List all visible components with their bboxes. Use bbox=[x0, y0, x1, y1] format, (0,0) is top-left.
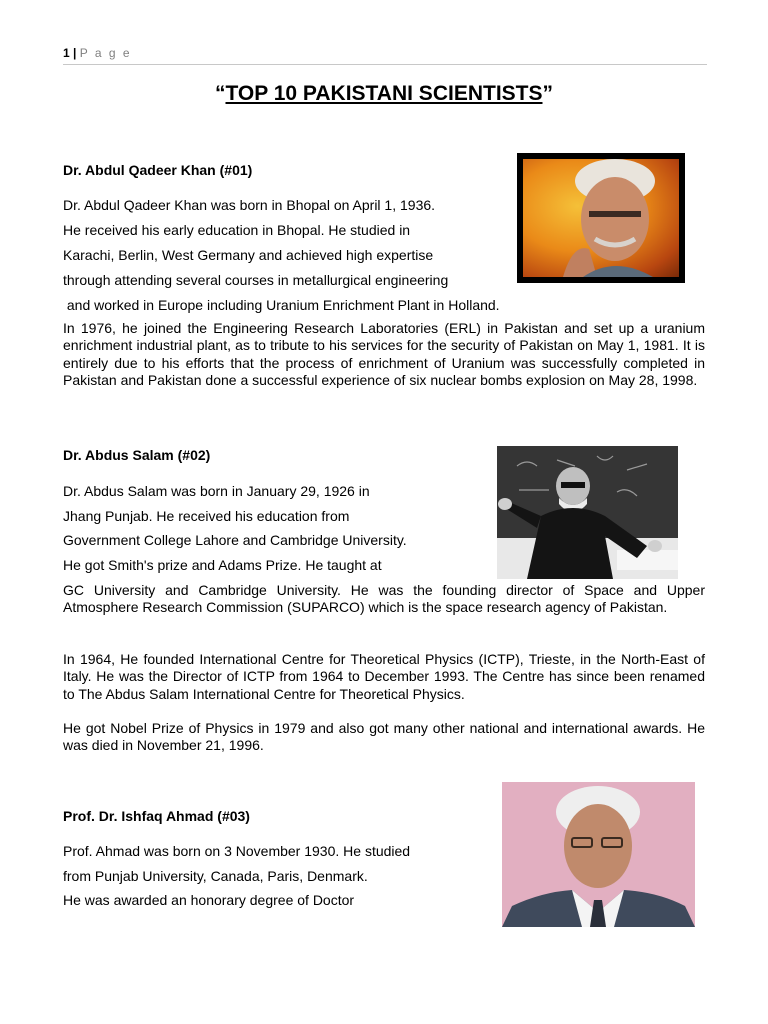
section-1-line: and worked in Europe including Uranium Enrichment Plant in Holland. bbox=[63, 297, 500, 313]
section-1-line: Karachi, Berlin, West Germany and achieved high expertise bbox=[63, 247, 434, 263]
section-1-line: Dr. Abdul Qadeer Khan was born in Bhopal on April 1, 1936. bbox=[63, 197, 436, 213]
section-3-line: He was awarded an honorary degree of Doctor bbox=[63, 892, 355, 908]
section-2-paragraph: In 1964, He founded International Centre for Theoretical Physics (ICTP), Trieste, in the North-East of Italy. He was the Director of ICTP from 1964 to December 1993. The Centre has since been renamed to The Abdus Salam International Centre for Theoretical Physics. bbox=[63, 651, 705, 702]
section-1-line: through attending several courses in metallurgical engineering bbox=[63, 272, 449, 288]
portrait-illustration bbox=[502, 782, 695, 927]
section-2-line: Dr. Abdus Salam was born in January 29, 1926 in bbox=[63, 483, 370, 499]
section-2-paragraph: He got Nobel Prize of Physics in 1979 and also got many other national and international awards. He was died in November 21, 1996. bbox=[63, 720, 705, 754]
portrait-illustration bbox=[523, 159, 679, 277]
section-2-line: Jhang Punjab. He received his education from bbox=[63, 508, 350, 524]
portrait-ishfaq-ahmad bbox=[502, 782, 695, 927]
title-open-quote: “ bbox=[214, 82, 226, 105]
section-2-line: He got Smith's prize and Adams Prize. He taught at bbox=[63, 557, 382, 573]
section-heading-3: Prof. Dr. Ishfaq Ahmad (#03) bbox=[63, 808, 250, 824]
page-header bbox=[63, 46, 707, 65]
section-2-paragraph: GC University and Cambridge University. He was the founding director of Space and Upper Atmosphere Research Commission (SUPARCO) which is the space research agency of Pakistan. bbox=[63, 582, 705, 616]
section-heading-2: Dr. Abdus Salam (#02) bbox=[63, 447, 211, 463]
portrait-illustration bbox=[497, 446, 678, 579]
section-1-paragraph: In 1976, he joined the Engineering Research Laboratories (ERL) in Pakistan and set up a uranium enrichment industrial plant, as to tribute to his services for the security of Pakistan on May 1, 1981. It is entirely due to his efforts that the process of enrichment of Uranium was successfully completed in Pakistan and Pakistan done a successful experience of six nuclear bombs explosion on May 28, 1998. bbox=[63, 320, 705, 389]
section-2-line: Government College Lahore and Cambridge University. bbox=[63, 532, 407, 548]
portrait-abdus-salam bbox=[497, 446, 678, 579]
page-number: 1 bbox=[63, 46, 70, 60]
section-3-line: Prof. Ahmad was born on 3 November 1930. He studied bbox=[63, 843, 411, 859]
title-text: TOP 10 PAKISTANI SCIENTISTS bbox=[225, 82, 543, 105]
page-word: P a g e bbox=[79, 46, 132, 60]
page-separator: | bbox=[73, 46, 77, 60]
section-1-line: He received his early education in Bhopal. He studied in bbox=[63, 222, 411, 238]
section-3-line: from Punjab University, Canada, Paris, Denmark. bbox=[63, 868, 368, 884]
document-title bbox=[0, 82, 768, 106]
portrait-abdul-qadeer-khan bbox=[517, 153, 685, 283]
section-heading-1: Dr. Abdul Qadeer Khan (#01) bbox=[63, 162, 253, 178]
title-close-quote: ” bbox=[542, 82, 553, 105]
